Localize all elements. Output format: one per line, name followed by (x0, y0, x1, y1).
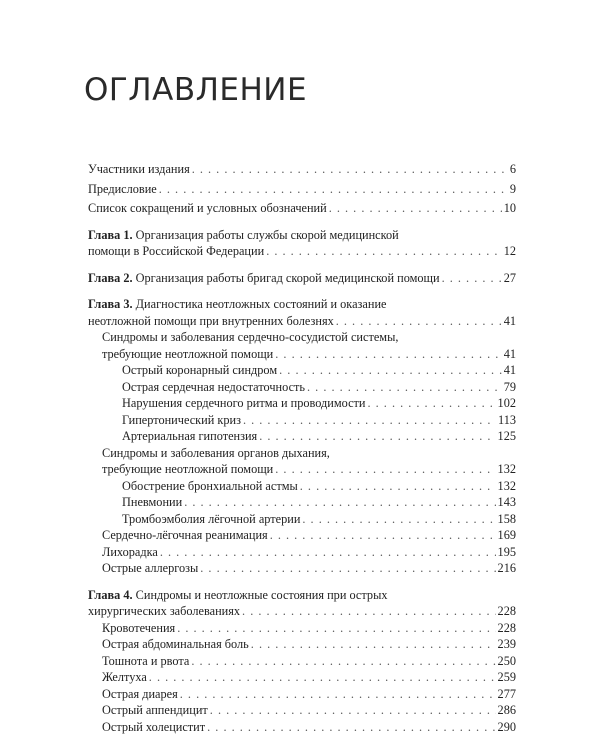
toc-entry-title: Острый холецистит (102, 719, 206, 734)
page-number: 41 (503, 313, 516, 328)
page-number: 41 (503, 346, 516, 361)
page-number: 113 (498, 412, 516, 427)
toc-entry-title: Острая сердечная недостаточность (122, 379, 306, 394)
dot-leader (160, 544, 496, 561)
dot-leader (368, 395, 496, 412)
page-number: 6 (509, 162, 516, 176)
dot-leader (266, 243, 502, 260)
page-number: 132 (497, 462, 516, 476)
dot-leader (149, 669, 496, 686)
toc-entry (88, 702, 516, 719)
dot-leader (275, 346, 501, 363)
dot-leader (259, 428, 495, 445)
page-number: 228 (497, 620, 516, 635)
toc-entry (88, 412, 516, 429)
toc-line (88, 313, 516, 330)
toc-entry (88, 653, 516, 670)
toc-entry-title: Обострение бронхиальной астмы (122, 478, 298, 493)
toc-entry-title: хирургических заболеваниях (88, 604, 241, 618)
toc-entry-title: Участники издания (88, 162, 190, 176)
page-number: 286 (497, 703, 516, 717)
dot-leader (329, 200, 502, 217)
dot-leader (279, 362, 502, 379)
toc-entry (88, 395, 516, 412)
toc-line (88, 296, 516, 313)
toc-entry-title: Пневмонии (122, 495, 183, 509)
dot-leader (207, 719, 495, 736)
toc-entry (88, 527, 516, 544)
table-of-contents (88, 161, 516, 735)
page-number: 250 (497, 653, 516, 668)
dot-leader (442, 270, 502, 287)
toc-line (102, 686, 516, 703)
page-number: 41 (503, 363, 516, 377)
toc-line (122, 362, 516, 379)
toc-entry (88, 620, 516, 637)
toc-line (102, 636, 516, 653)
toc-entry-title: требующие неотложной помощи (102, 462, 274, 476)
toc-entry-title: Синдромы и неотложные состояния при острых (135, 587, 388, 602)
toc-chapter-entry (88, 587, 516, 620)
toc-entry-title: Острый аппендицит (102, 703, 208, 717)
toc-entry-title: Острые аллергозы (102, 561, 199, 575)
toc-entry-title: неотложной помощи при внутренних болезнях (88, 313, 334, 328)
toc-entry (88, 445, 516, 478)
toc-entry-title: Желтуха (102, 670, 147, 684)
toc-chapter-entry (88, 296, 516, 329)
page-number: 9 (509, 181, 516, 196)
toc-entry-title: Лихорадка (102, 544, 158, 559)
toc-entry (88, 379, 516, 396)
toc-entry-title: Синдромы и заболевания сердечно-сосудистой системы, (102, 330, 399, 344)
page-number: 195 (497, 544, 516, 559)
page-number: 259 (497, 670, 516, 684)
toc-line (88, 181, 516, 198)
dot-leader (200, 560, 495, 577)
page-number: 102 (497, 396, 516, 410)
dot-leader (191, 653, 495, 670)
toc-entry-title: требующие неотложной помощи (102, 346, 274, 361)
toc-line (88, 270, 516, 287)
toc-line (102, 560, 516, 577)
toc-entry (88, 428, 516, 445)
toc-line (102, 620, 516, 637)
dot-leader (302, 511, 495, 528)
dot-leader (275, 461, 495, 478)
toc-entry (88, 329, 516, 362)
toc-entry-title: Тромбоэмболия лёгочной артерии (122, 511, 301, 526)
toc-entry (88, 544, 516, 561)
toc-line (102, 346, 516, 363)
toc-entry (88, 719, 516, 736)
toc-line (102, 527, 516, 544)
dot-leader (243, 412, 496, 429)
page-number: 228 (497, 604, 516, 618)
toc-line (102, 669, 516, 686)
dot-leader (300, 478, 496, 495)
toc-line (102, 445, 516, 462)
toc-line (122, 379, 516, 396)
toc-entry-title: Организация работы службы скорой медицинской (135, 227, 399, 242)
toc-entry (88, 494, 516, 511)
page-number: 125 (497, 429, 516, 443)
page-number: 239 (497, 637, 516, 651)
chapter-label: Глава 3. (88, 297, 133, 311)
toc-entry (88, 181, 516, 198)
dot-leader (307, 379, 502, 396)
toc-entry-title: Тошнота и рвота (102, 653, 190, 668)
toc-line (102, 461, 516, 478)
dot-leader (336, 313, 502, 330)
toc-entry (88, 560, 516, 577)
toc-entry-title: Нарушения сердечного ритма и проводимости (122, 396, 366, 410)
chapter-label: Глава 1. (88, 227, 133, 242)
dot-leader (180, 686, 496, 703)
page-number: 158 (497, 511, 516, 526)
toc-line (102, 653, 516, 670)
toc-line (122, 412, 516, 429)
dot-leader (242, 603, 496, 620)
toc-entry (88, 362, 516, 379)
toc-entry-title: Синдромы и заболевания органов дыхания, (102, 445, 330, 460)
page-number: 143 (497, 495, 516, 509)
toc-entry-title: Острая диарея (102, 686, 178, 701)
toc-entry-title: Организация работы бригад скорой медицинской помощи (135, 270, 440, 285)
dot-leader (184, 494, 495, 511)
dot-leader (159, 181, 508, 198)
page-number: 12 (503, 244, 516, 258)
toc-line (102, 329, 516, 346)
toc-chapter-entry (88, 227, 516, 260)
page-title: ОГЛАВЛЕНИЕ (84, 72, 308, 108)
toc-line (88, 603, 516, 620)
toc-entry-title: помощи в Российской Федерации (88, 244, 265, 258)
page-number: 132 (497, 478, 516, 493)
toc-chapter-entry (88, 270, 516, 287)
toc-entry-title: Артериальная гипотензия (122, 429, 258, 443)
dot-leader (210, 702, 496, 719)
page-number: 277 (497, 686, 516, 701)
toc-entry (88, 478, 516, 495)
toc-entry (88, 511, 516, 528)
toc-entry-title: Острый коронарный синдром (122, 363, 278, 377)
toc-line (88, 200, 516, 217)
toc-entry-title: Гипертонический криз (122, 412, 241, 427)
toc-line (122, 478, 516, 495)
toc-line (102, 544, 516, 561)
toc-line (102, 719, 516, 736)
page-number: 216 (497, 561, 516, 575)
toc-entry (88, 636, 516, 653)
toc-line (88, 243, 516, 260)
toc-entry-title: Список сокращений и условных обозначений (88, 201, 327, 215)
toc-line (88, 161, 516, 178)
dot-leader (251, 636, 496, 653)
toc-line (122, 511, 516, 528)
toc-line (122, 395, 516, 412)
toc-entry (88, 161, 516, 178)
toc-line (122, 428, 516, 445)
page-number: 27 (503, 270, 516, 285)
toc-entry (88, 686, 516, 703)
toc-line (88, 587, 516, 604)
page-number: 290 (497, 719, 516, 734)
chapter-label: Глава 4. (88, 587, 133, 602)
page-number: 10 (503, 201, 516, 215)
toc-entry (88, 669, 516, 686)
toc-line (102, 702, 516, 719)
dot-leader (177, 620, 495, 637)
page-number: 169 (497, 528, 516, 542)
toc-entry (88, 200, 516, 217)
page-number: 79 (503, 379, 516, 394)
toc-entry-title: Предисловие (88, 181, 157, 196)
dot-leader (270, 527, 496, 544)
toc-entry-title: Сердечно-лёгочная реанимация (102, 528, 268, 542)
chapter-label: Глава 2. (88, 270, 133, 285)
dot-leader (192, 161, 508, 178)
toc-line (88, 227, 516, 244)
toc-entry-title: Острая абдоминальная боль (102, 637, 249, 651)
toc-entry-title: Кровотечения (102, 620, 176, 635)
toc-entry-title: Диагностика неотложных состояний и оказание (135, 297, 387, 311)
toc-line (122, 494, 516, 511)
